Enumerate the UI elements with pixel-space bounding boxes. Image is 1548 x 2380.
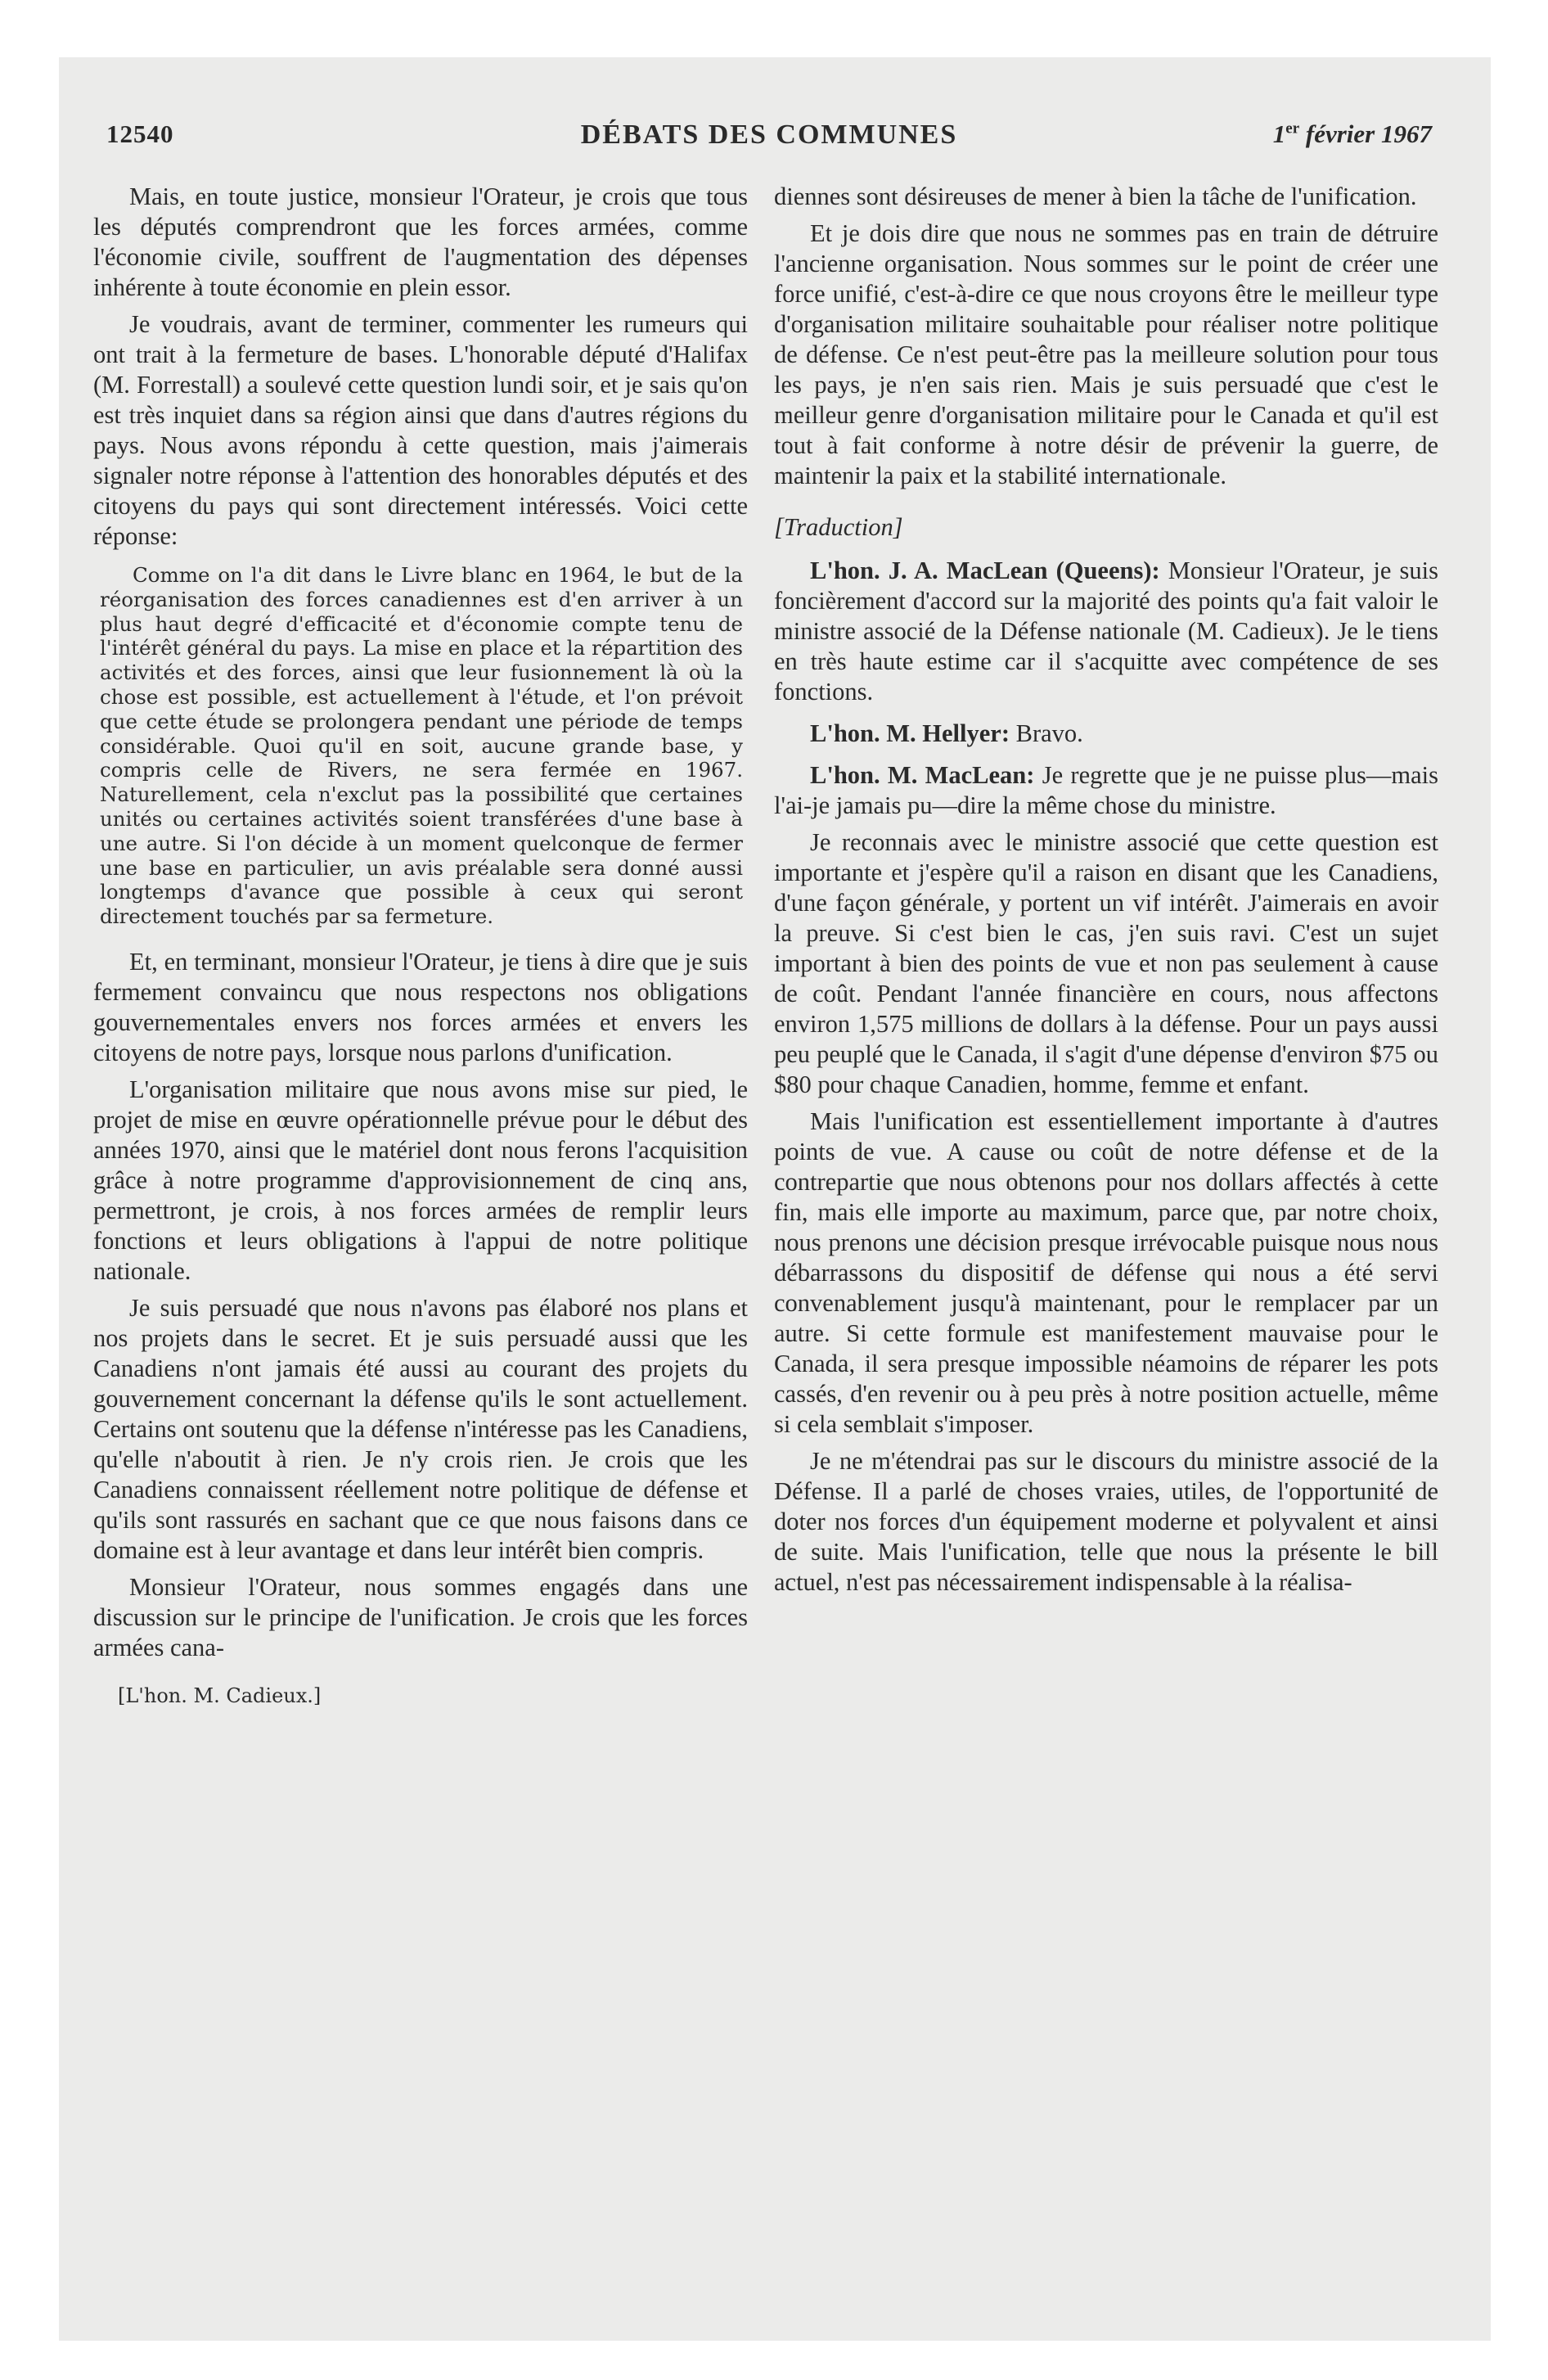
date-ordinal: er [1285, 119, 1300, 137]
publication-title: DÉBATS DES COMMUNES [580, 119, 958, 150]
paragraph: Je reconnais avec le ministre associé que cette question est importante et j'espère qu'il a raison en disant que les Canadiens, d'une façon générale, y portent un vif intérêt. J'aimerais en avoir la preuve. Si c'est bien le cas, j'en suis ravi. C'est un sujet important à bien des points de vue et non pas seulement à cause de coût. Pendant l'année financière en cours, nous affectons environ 1,575 millions de dollars à la défense. Pour un pays aussi peu peuplé que le Canada, il s'agit d'une dépense d'environ $75 ou $80 pour chaque Canadien, homme, femme et enfant. [774, 828, 1438, 1098]
speech-text: Bravo. [1009, 719, 1083, 747]
speech-maclean [774, 556, 1438, 707]
speech-maclean-2 [774, 760, 1438, 821]
date-day: 1 [1272, 119, 1286, 148]
speech-text: Monsieur l'Orateur, je suis foncièrement d'accord sur la majorité des points qu'a fait valoir le ministre associé de la Défense nationale (M. Cadieux). Je le tiens en très haute estime car il s'acquitte avec compétence de ses fonctions. [774, 557, 1438, 705]
issue-date [1273, 119, 1432, 149]
paragraph: Et je dois dire que nous ne sommes pas en train de détruire l'ancienne organisation. Nous sommes sur le point de créer une force unifié, c'est-à-dire ce que nous croyons être le meilleur type d'organisation militaire souhaitable pour réaliser notre politique de défense. Ce n'est peut-être pas la meilleure solution pour tous les pays, je n'en sais rien. Mais je suis persuadé que c'est le meilleur genre d'organisation militaire pour le Canada et qu'il est tout à fait conforme à notre désir de prévenir la guerre, de maintenir la paix et la stabilité internationale. [774, 219, 1438, 489]
paragraph: Et, en terminant, monsieur l'Orateur, je tiens à dire que je suis fermement convaincu que nous respectons nos obligations gouvernementales envers nos forces armées et envers les citoyens de notre pays, lorsque nous parlons d'unification. [93, 947, 748, 1066]
translation-marker: [Traduction] [774, 513, 903, 541]
speech-text: Je regrette que je ne puisse plus—mais l'ai-je jamais pu—dire la même chose du ministre. [774, 761, 1438, 819]
paragraph: Mais, en toute justice, monsieur l'Orateur, je crois que tous les députés comprendront que les forces armées, comme l'économie civile, souffrent de l'augmentation des dépenses inhérente à toute économie en plein essor. [93, 183, 748, 301]
paragraph: L'organisation militaire que nous avons mise sur pied, le projet de mise en œuvre opérationnelle prévue pour le début des années 1970, ainsi que le matériel dont nous ferons l'acquisition grâce à notre programme d'approvisionnement de cinq ans, permettront, je crois, à nos forces armées de remplir leurs fonctions et leurs obligations à l'appui de notre politique nationale. [93, 1075, 748, 1285]
paragraph: Mais l'unification est essentiellement importante à d'autres points de vue. A cause ou coût de notre défense et de la contrepartie que nous obtenons pour nos dollars affectés à cette fin, mais elle importe au maximum, parce que, par notre choix, nous prenons une décision presque irrévocable puisque nous nous débarrassons du dispositif de défense qui nous a été servi convenablement jusqu'à maintenant, pour le remplacer par un autre. Si cette formule est manifestement mauvaise pour le Canada, il sera presque impossible néamoins de réparer les pots cassés, d'en revenir ou à peu près à notre position actuelle, même si cela semblait s'imposer. [774, 1107, 1438, 1438]
left-column [93, 182, 748, 1707]
running-head [106, 119, 1432, 159]
paragraph: Je suis persuadé que nous n'avons pas élaboré nos plans et nos projets dans le secret. Et je suis persuadé aussi que les Canadiens n'ont jamais été aussi au courant des projets du gouvernement concernant la défense qu'ils le sont actuellement. Certains ont soutenu que la défense n'intéresse pas les Canadiens, qu'elle n'aboutit à rien. Je n'y crois rien. Je crois que les Canadiens connaissent réellement notre politique de défense et qu'ils sont rassurés en sachant que ce que nous faisons dans ce domaine est à leur avantage et dans leur intérêt bien compris. [93, 1293, 748, 1564]
paragraph: Monsieur l'Orateur, nous sommes engagés dans une discussion sur le principe de l'unification. Je crois que les forces armées cana- [93, 1572, 748, 1661]
paragraph: Je voudrais, avant de terminer, commenter les rumeurs qui ont trait à la fermeture de bases. L'honorable député d'Halifax (M. Forrestall) a soulevé cette question lundi soir, et je sais qu'on est très inquiet dans sa région ainsi que dans d'autres régions du pays. Nous avons répondu à cette question, mais j'aimerais signaler notre réponse à l'attention des honorables députés et des citoyens du pays qui sont directement intéressés. Voici cette réponse: [93, 310, 748, 550]
block-quote: Comme on l'a dit dans le Livre blanc en 1964, le but de la réorganisation des forces canadiennes est d'en arriver à un plus haut degré d'efficacité et d'économie compte tenu de l'intérêt général du pays. La mise en place et la répartition des activités et des forces, ainsi que leur fusionnement là où la chose est possible, est actuellement à l'étude, et l'on prévoit que cette étude se prolongera pendant une période de temps considérable. Quoi qu'il en soit, aucune grande base, y compris celle de Rivers, ne sera fermée en 1967. Naturellement, cela n'exclut pas la possibilité que certaines unités ou certaines activités soient transférées d'une base à une autre. Si l'on décide à un moment quelconque de fermer une base en particulier, un avis préalable sera donné aussi longtemps d'avance que possible à ceux qui seront directement touchés par sa fermeture. [100, 563, 743, 929]
speaker-name: L'hon. M. MacLean: [810, 761, 1035, 789]
speaker-name: L'hon. J. A. MacLean (Queens): [810, 557, 1160, 584]
page-number: 12540 [106, 119, 174, 148]
date-rest: février 1967 [1299, 119, 1432, 148]
right-column [774, 182, 1438, 1604]
paragraph: diennes sont désireuses de mener à bien la tâche de l'unification. [774, 183, 1417, 210]
speaker-footnote: [L'hon. M. Cadieux.] [118, 1684, 322, 1707]
speech-hellyer [774, 719, 1438, 749]
paragraph: Je ne m'étendrai pas sur le discours du ministre associé de la Défense. Il a parlé de choses vraies, utiles, de l'opportunité de doter nos forces d'un équipement moderne et polyvalent et ainsi de suite. Mais l'unification, telle que nous la présente le bill actuel, n'est pas nécessairement indispensable à la réalisa- [774, 1447, 1438, 1596]
speaker-name: L'hon. M. Hellyer: [810, 719, 1010, 747]
